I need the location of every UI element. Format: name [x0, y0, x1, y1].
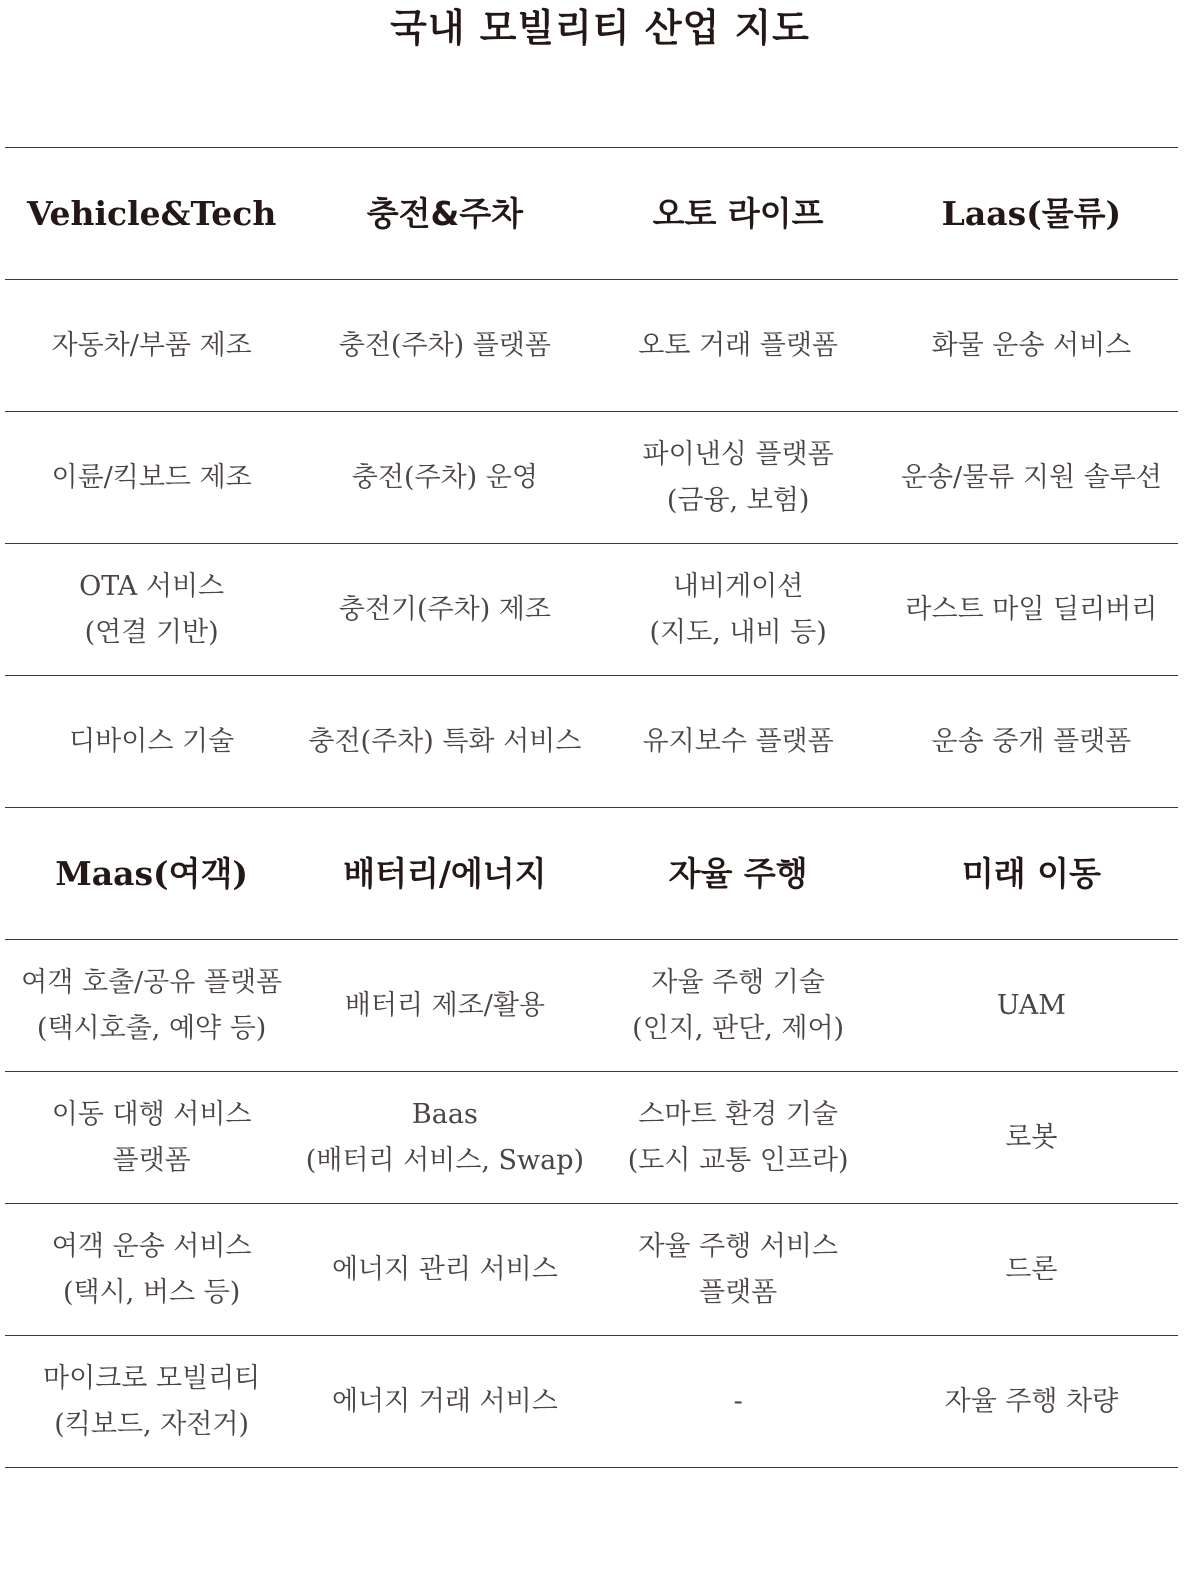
- cell-text: 이륜/킥보드 제조: [51, 461, 252, 493]
- table-cell: [885, 412, 1178, 543]
- table-cell: [298, 412, 591, 543]
- table-cell: [885, 544, 1178, 675]
- cell-text: 스마트 환경 기술: [638, 1098, 838, 1130]
- table-row: [5, 412, 1178, 544]
- table-cell: [5, 412, 298, 543]
- cell-text: (택시호출, 예약 등): [36, 1012, 267, 1044]
- cell-text: 배터리 제조/활용: [344, 989, 545, 1021]
- cell-text: 자동차/부품 제조: [51, 329, 252, 361]
- cell-text: 여객 호출/공유 플랫폼: [21, 966, 283, 998]
- cell-text: 드론: [1005, 1253, 1058, 1285]
- cell-text: 충전(주차) 운영: [351, 461, 538, 493]
- table-cell: [298, 544, 591, 675]
- table-cell: [5, 1072, 298, 1203]
- cell-text: UAM: [996, 989, 1066, 1021]
- table-cell: [885, 1204, 1178, 1335]
- table-cell: [592, 280, 885, 411]
- cell-text: (인지, 판단, 제어): [632, 1012, 845, 1044]
- table-cell: [298, 1204, 591, 1335]
- table-row: [5, 940, 1178, 1072]
- category-header: 미래 이동: [961, 853, 1101, 893]
- table-cell: [5, 1336, 298, 1467]
- category-header: Laas(물류): [941, 193, 1122, 233]
- cell-text: (택시, 버스 등): [63, 1276, 241, 1308]
- table-cell: [592, 676, 885, 807]
- cell-text: 로봇: [1005, 1121, 1058, 1153]
- cell-text: 운송/물류 지원 솔루션: [900, 461, 1162, 493]
- cell-text: (금융, 보험): [666, 484, 810, 516]
- cell-text: Baas: [411, 1098, 478, 1130]
- category-header-row: [5, 808, 1178, 940]
- cell-text: 운송 중개 플랫폼: [931, 725, 1132, 757]
- cell-text: 자율 주행 서비스: [638, 1230, 838, 1262]
- page-title: 국내 모빌리티 산업 지도: [390, 5, 810, 50]
- cell-text: (도시 교통 인프라): [627, 1144, 849, 1176]
- cell-text: 화물 운송 서비스: [931, 329, 1132, 361]
- cell-text: 여객 운송 서비스: [51, 1230, 252, 1262]
- cell-text: 플랫폼: [112, 1144, 191, 1176]
- cell-text: -: [733, 1385, 743, 1417]
- table-cell: [5, 280, 298, 411]
- cell-text: (킥보드, 자전거): [54, 1408, 249, 1440]
- table-cell: [5, 940, 298, 1071]
- cell-text: 자율 주행 차량: [944, 1385, 1119, 1417]
- cell-text: 충전(주차) 플랫폼: [338, 329, 551, 361]
- cell-text: 이동 대행 서비스: [51, 1098, 252, 1130]
- category-header: Vehicle&Tech: [26, 193, 277, 233]
- table-cell: [5, 676, 298, 807]
- table-cell: [592, 1204, 885, 1335]
- table-cell: [592, 1336, 885, 1467]
- cell-text: 충전기(주차) 제조: [338, 593, 551, 625]
- cell-text: 파이낸싱 플랫폼: [642, 438, 834, 470]
- table-cell: [592, 940, 885, 1071]
- cell-text: 에너지 관리 서비스: [331, 1253, 558, 1285]
- table-cell: [5, 1204, 298, 1335]
- table-cell: [5, 544, 298, 675]
- category-header: 자율 주행: [668, 853, 808, 893]
- table-row: [5, 676, 1178, 808]
- table-cell: [298, 1336, 591, 1467]
- cell-text: (지도, 내비 등): [649, 616, 827, 648]
- category-header: Maas(여객): [55, 853, 249, 893]
- cell-text: 라스트 마일 딜리버리: [905, 593, 1158, 625]
- industry-map-table: [5, 147, 1178, 1468]
- table-cell: [592, 1072, 885, 1203]
- cell-text: 자율 주행 기술: [651, 966, 825, 998]
- table-cell: [885, 1336, 1178, 1467]
- cell-text: 에너지 거래 서비스: [331, 1385, 558, 1417]
- cell-text: 마이크로 모빌리티: [43, 1362, 261, 1394]
- table-cell: [298, 676, 591, 807]
- category-header: 충전&주차: [366, 193, 524, 233]
- category-header-row: [5, 148, 1178, 280]
- table-cell: [885, 280, 1178, 411]
- table-cell: [885, 1072, 1178, 1203]
- cell-text: 플랫폼: [699, 1276, 778, 1308]
- table-cell: [298, 940, 591, 1071]
- table-cell: [592, 412, 885, 543]
- cell-text: 디바이스 기술: [69, 725, 235, 757]
- cell-text: 충전(주차) 특화 서비스: [308, 725, 582, 757]
- table-row: [5, 1336, 1178, 1468]
- cell-text: 내비게이션: [672, 570, 804, 602]
- table-cell: [298, 280, 591, 411]
- category-header: 배터리/에너지: [343, 853, 547, 893]
- cell-text: 오토 거래 플랫폼: [638, 329, 838, 361]
- table-cell: [885, 676, 1178, 807]
- table-row: [5, 280, 1178, 412]
- cell-text: (연결 기반): [84, 616, 219, 648]
- table-row: [5, 1204, 1178, 1336]
- table-cell: [885, 940, 1178, 1071]
- table-row: [5, 544, 1178, 676]
- cell-text: 유지보수 플랫폼: [642, 725, 834, 757]
- cell-text: OTA 서비스: [79, 570, 225, 602]
- table-cell: [298, 1072, 591, 1203]
- table-row: [5, 1072, 1178, 1204]
- cell-text: (배터리 서비스, Swap): [305, 1144, 585, 1176]
- table-cell: [592, 544, 885, 675]
- category-header: 오토 라이프: [652, 193, 824, 233]
